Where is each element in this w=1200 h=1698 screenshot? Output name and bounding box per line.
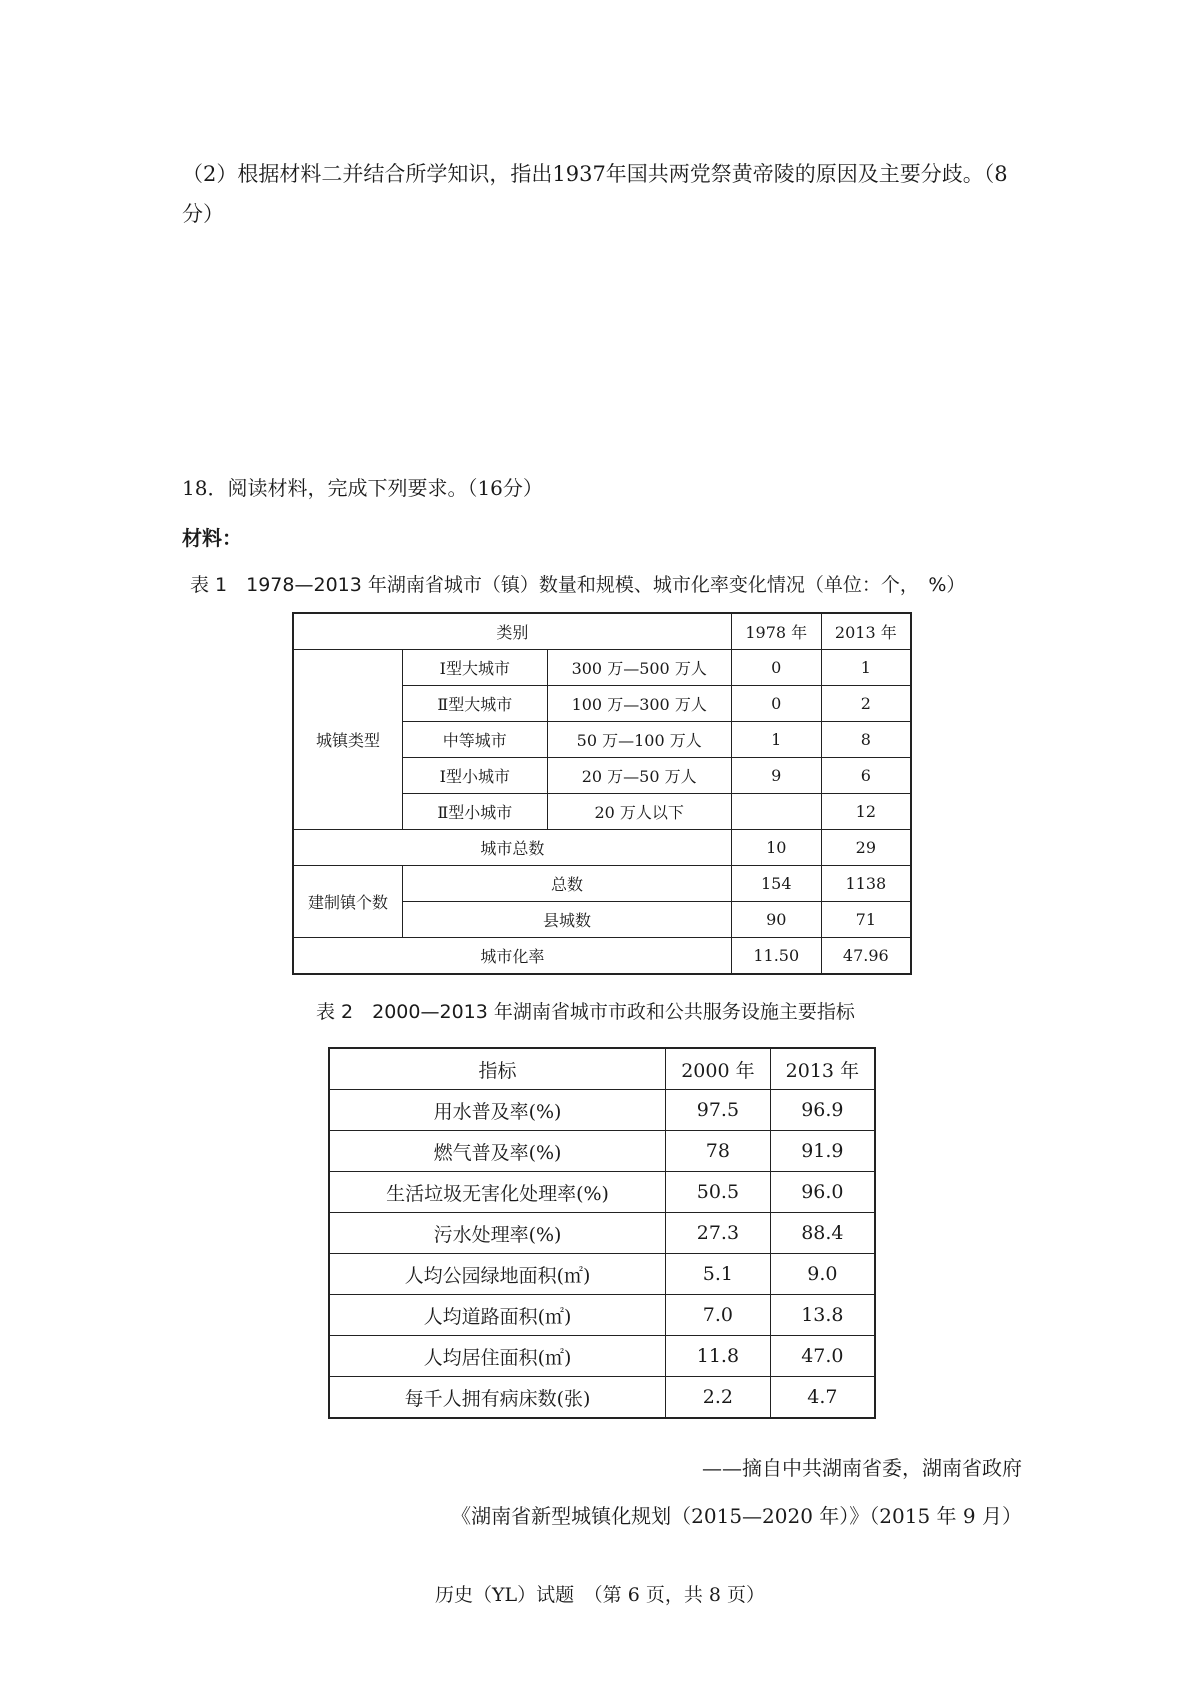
table1-header-1978: 1978 年: [731, 613, 821, 650]
table1-cell: [731, 794, 821, 830]
table-row: [329, 1254, 875, 1295]
question-18: 18．阅读材料，完成下列要求。（16分）: [182, 476, 543, 500]
table-row: [293, 938, 911, 975]
table2-header-indicator: 指标: [329, 1048, 666, 1090]
table1-cell: 9: [731, 758, 821, 794]
table2-cell: 燃气普及率(%): [329, 1131, 666, 1172]
table2-cell: 人均道路面积(㎡): [329, 1295, 666, 1336]
table2-header-2000: 2000 年: [666, 1048, 771, 1090]
table1-cell: 12: [821, 794, 911, 830]
table1-cell: 0: [731, 650, 821, 686]
table1-town-total-label: 总数: [403, 866, 732, 902]
table2-cell: 生活垃圾无害化处理率(%): [329, 1172, 666, 1213]
table2-cell: 人均居住面积(㎡): [329, 1336, 666, 1377]
table1-cell: 2: [821, 686, 911, 722]
table-row: [293, 650, 911, 686]
table2-cell: 27.3: [666, 1213, 771, 1254]
table1-cell: 中等城市: [403, 722, 547, 758]
table1-cell: 10: [731, 830, 821, 866]
table1-cell: 154: [731, 866, 821, 902]
table1-cell: 71: [821, 902, 911, 938]
table1-urbanization-label: 城市化率: [293, 938, 731, 975]
source-line-2: 《湖南省新型城镇化规划（2015—2020 年）》（2015 年 9 月）: [451, 1504, 1022, 1528]
table1-header-category: 类别: [293, 613, 731, 650]
table1-cell: 20 万—50 万人: [547, 758, 731, 794]
question-2: （2）根据材料二并结合所学知识，指出1937年国共两党祭黄帝陵的原因及主要分歧。（8分）: [182, 162, 1008, 226]
table1-cell: 20 万人以下: [547, 794, 731, 830]
table1: [292, 612, 912, 975]
table-row: [329, 1213, 875, 1254]
table2-cell: 78: [666, 1131, 771, 1172]
table2-cell: 2.2: [666, 1377, 771, 1419]
table1-cell: 50 万—100 万人: [547, 722, 731, 758]
table1-city-total-label: 城市总数: [293, 830, 731, 866]
table1-group-town-type: 城镇类型: [293, 650, 403, 830]
table-row: [293, 866, 911, 902]
table2-cell: 人均公园绿地面积(㎡): [329, 1254, 666, 1295]
table2-cell: 每千人拥有病床数(张): [329, 1377, 666, 1419]
table1-cell: 0: [731, 686, 821, 722]
table-row: [293, 830, 911, 866]
table2-cell: 91.9: [770, 1131, 875, 1172]
table2-cell: 50.5: [666, 1172, 771, 1213]
table1-cell: 6: [821, 758, 911, 794]
table2-cell: 97.5: [666, 1090, 771, 1131]
table2-cell: 88.4: [770, 1213, 875, 1254]
table1-cell: Ⅰ型小城市: [403, 758, 547, 794]
table2-cell: 污水处理率(%): [329, 1213, 666, 1254]
table2-cell: 96.9: [770, 1090, 875, 1131]
material-label: 材料：: [182, 526, 242, 550]
table1-cell: 90: [731, 902, 821, 938]
table-row: [329, 1336, 875, 1377]
table1-cell: 29: [821, 830, 911, 866]
table-row: [329, 1172, 875, 1213]
table-row: [329, 1131, 875, 1172]
table1-cell: 1: [731, 722, 821, 758]
table2-cell: 5.1: [666, 1254, 771, 1295]
table1-group-towns: 建制镇个数: [293, 866, 403, 938]
table2-cell: 13.8: [770, 1295, 875, 1336]
table1-cell: 47.96: [821, 938, 911, 975]
table1-cell: 100 万—300 万人: [547, 686, 731, 722]
page-footer: 历史（YL）试题 （第 6 页，共 8 页）: [435, 1584, 765, 1606]
table2: [328, 1047, 876, 1419]
table1-header-2013: 2013 年: [821, 613, 911, 650]
source-line-1: ——摘自中共湖南省委，湖南省政府: [702, 1456, 1022, 1480]
table2-cell: 9.0: [770, 1254, 875, 1295]
table1-cell: 300 万—500 万人: [547, 650, 731, 686]
table2-cell: 47.0: [770, 1336, 875, 1377]
table1-caption: 表 1 1978—2013 年湖南省城市（镇）数量和规模、城市化率变化情况（单位：个， %）: [190, 574, 966, 596]
table-row: [329, 1377, 875, 1419]
table2-caption: 表 2 2000—2013 年湖南省城市市政和公共服务设施主要指标: [316, 1001, 855, 1023]
table1-cell: Ⅰ型大城市: [403, 650, 547, 686]
table2-cell: 11.8: [666, 1336, 771, 1377]
table1-cell: 1: [821, 650, 911, 686]
table1-county-towns-label: 县城数: [403, 902, 732, 938]
table-row: [329, 1295, 875, 1336]
table2-header-2013: 2013 年: [770, 1048, 875, 1090]
table2-cell: 7.0: [666, 1295, 771, 1336]
table2-cell: 96.0: [770, 1172, 875, 1213]
table1-cell: Ⅱ型大城市: [403, 686, 547, 722]
table2-header-row: [329, 1048, 875, 1090]
table1-cell: Ⅱ型小城市: [403, 794, 547, 830]
table1-cell: 11.50: [731, 938, 821, 975]
table1-cell: 1138: [821, 866, 911, 902]
table-row: [329, 1090, 875, 1131]
table2-cell: 4.7: [770, 1377, 875, 1419]
table2-cell: 用水普及率(%): [329, 1090, 666, 1131]
table1-header-row: [293, 613, 911, 650]
table1-cell: 8: [821, 722, 911, 758]
